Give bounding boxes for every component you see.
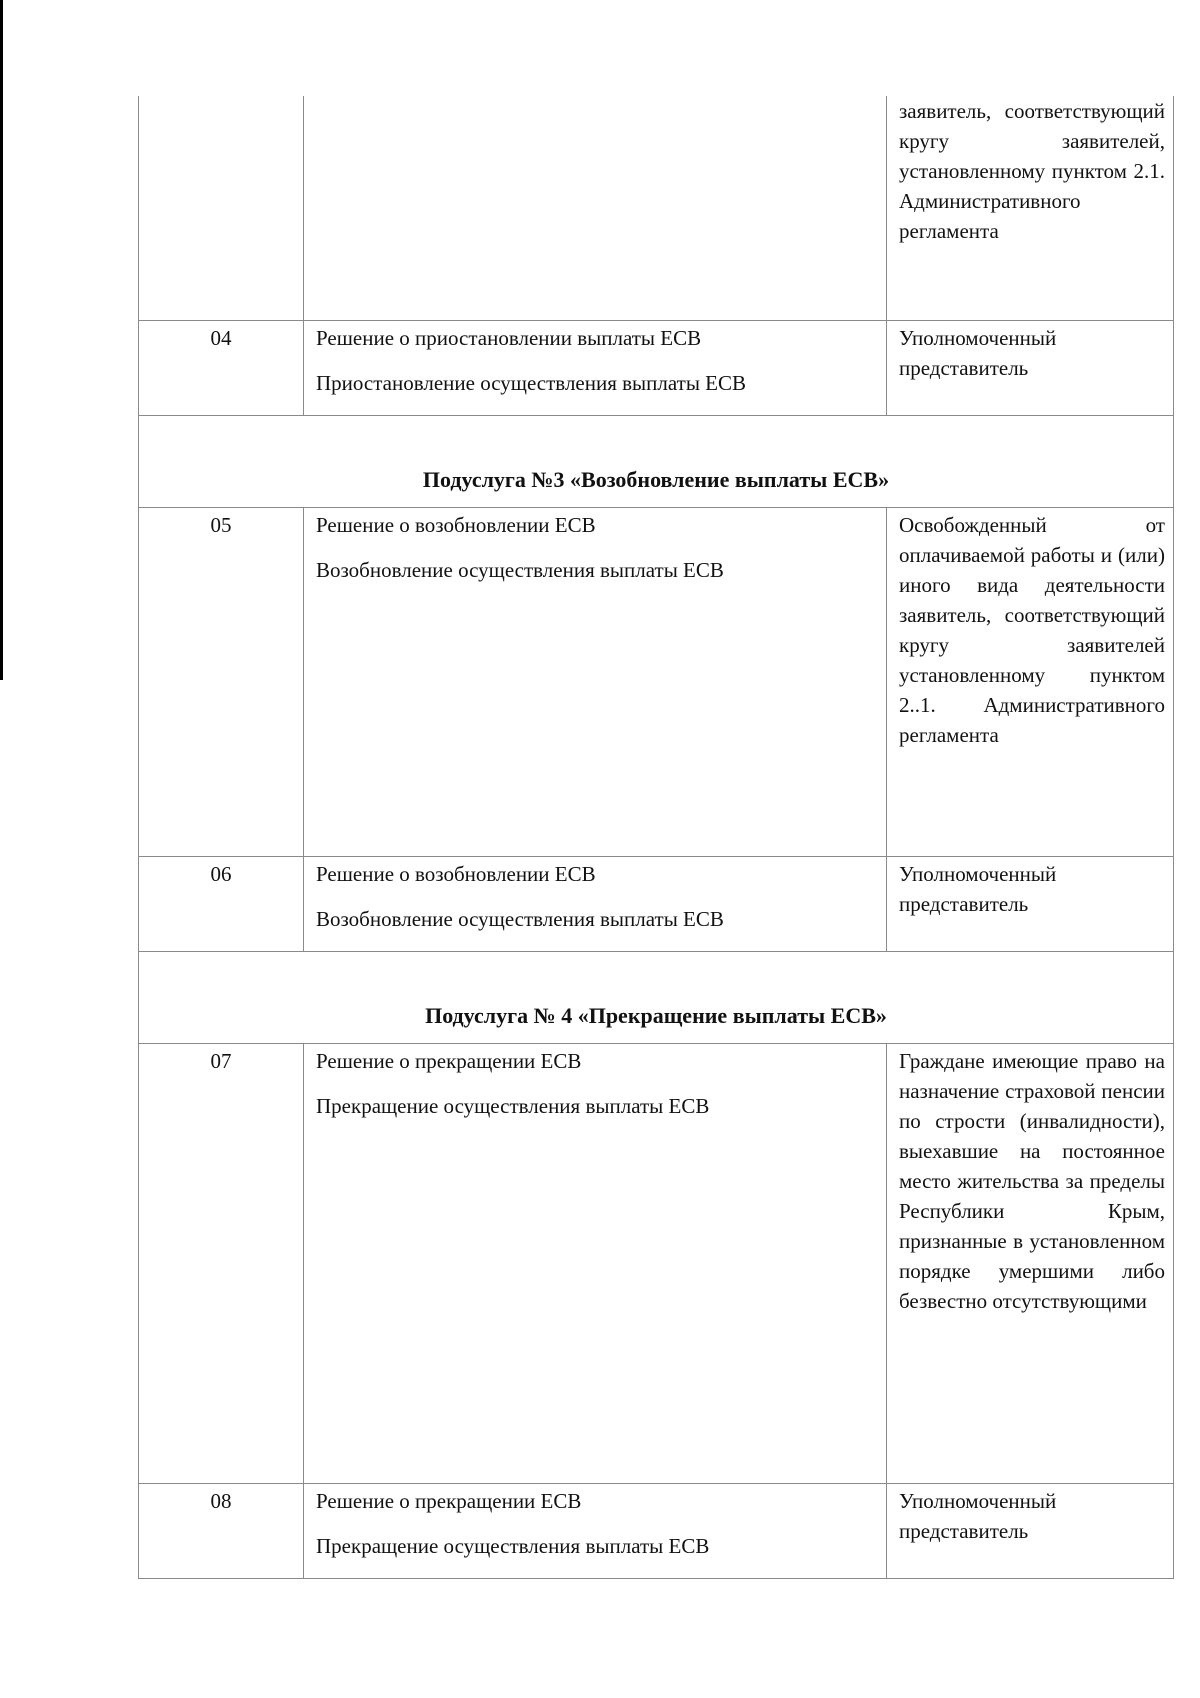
decision-text: Решение о прекращении ЕСВ: [316, 1049, 582, 1073]
scan-edge-mark: [0, 0, 3, 680]
subservice-3-title: Подуслуга №3 «Возобновление выплаты ЕСВ»: [139, 416, 1174, 508]
subservice-header-row: [139, 416, 1174, 508]
decision-text: Решение о приостановлении выплаты ЕСВ: [316, 326, 702, 350]
services-table: [138, 96, 1174, 1579]
cell-applicant: Граждане имеющие право на назначение страховой пенсии по стрости (инвалидности), выехавшие на постоянное место жительства за пределы Республики Крым, признанные в установленном порядке умершими либо безвестно отсутствующими: [887, 1044, 1174, 1484]
row-number: 08: [139, 1484, 304, 1579]
action-text: Возобновление осуществления выплаты ЕСВ: [316, 558, 724, 582]
cell-num-empty: [139, 96, 304, 321]
cell-mid-empty: [304, 96, 887, 321]
table-row: [139, 857, 1174, 952]
row-number: 07: [139, 1044, 304, 1484]
cell-applicant-continuation: заявитель, соответствующий кругу заявителей, установленному пунктом 2.1. Административного регламента: [887, 96, 1174, 321]
subservice-4-title: Подуслуга № 4 «Прекращение выплаты ЕСВ»: [139, 952, 1174, 1044]
subservice-header-row: [139, 952, 1174, 1044]
decision-text: Решение о возобновлении ЕСВ: [316, 513, 596, 537]
cell-decision: [304, 508, 887, 857]
table-row: [139, 321, 1174, 416]
action-text: Возобновление осуществления выплаты ЕСВ: [316, 907, 724, 931]
action-text: Прекращение осуществления выплаты ЕСВ: [316, 1094, 710, 1118]
cell-decision: [304, 1484, 887, 1579]
table-row-continuation: [139, 96, 1174, 321]
cell-applicant: Уполномоченный представитель: [887, 857, 1174, 952]
table-row: [139, 508, 1174, 857]
row-number: 04: [139, 321, 304, 416]
cell-applicant: Уполномоченный представитель: [887, 1484, 1174, 1579]
cell-decision: [304, 857, 887, 952]
cell-applicant: Уполномоченный представитель: [887, 321, 1174, 416]
decision-text: Решение о прекращении ЕСВ: [316, 1489, 582, 1513]
row-number: 05: [139, 508, 304, 857]
decision-text: Решение о возобновлении ЕСВ: [316, 862, 596, 886]
row-number: 06: [139, 857, 304, 952]
table-row: [139, 1044, 1174, 1484]
cell-applicant: Освобожденный от оплачиваемой работы и (или) иного вида деятельности заявитель, соответствующий кругу заявителей установленному пунктом 2..1. Административного регламента: [887, 508, 1174, 857]
cell-decision: [304, 1044, 887, 1484]
action-text: Приостановление осуществления выплаты ЕСВ: [316, 371, 747, 395]
action-text: Прекращение осуществления выплаты ЕСВ: [316, 1534, 710, 1558]
cell-decision: [304, 321, 887, 416]
table-row: [139, 1484, 1174, 1579]
